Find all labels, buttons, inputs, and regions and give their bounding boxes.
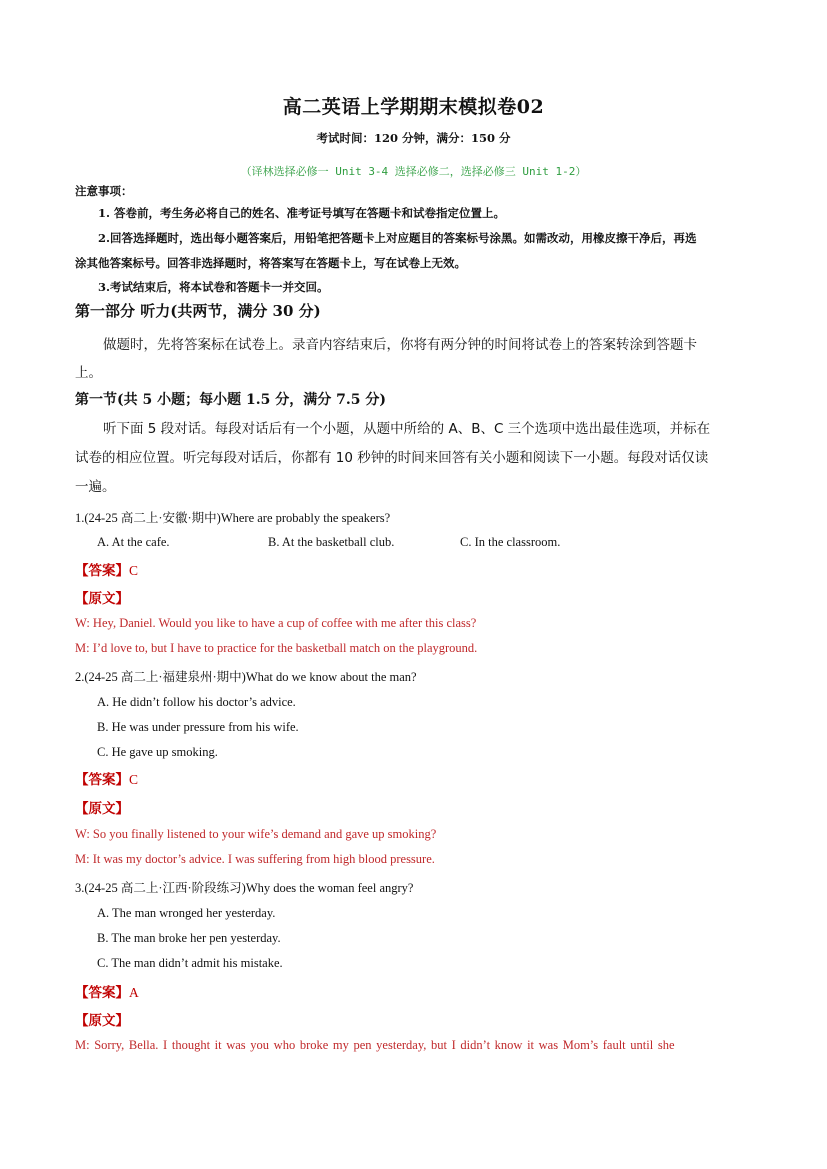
answer-line: [75, 559, 138, 579]
transcript-line: M: I’d love to, but I have to practice for the basketball match on the playground.: [75, 641, 478, 655]
option-c: C. In the classroom.: [460, 535, 561, 549]
transcript-label: 【原文】: [75, 1013, 129, 1029]
option-a: A. He didn’t follow his doctor’s advice.: [97, 695, 296, 709]
section-instructions: 试卷的相应位置。听完每段对话后，你都有 10 秒钟的时间来回答有关小题和阅读下一小题。每段对话仅读: [75, 450, 709, 466]
part-intro: 做题时，先将答案标在试卷上。录音内容结束后，你将有两分钟的时间将试卷上的答案转涂到答题卡: [103, 337, 697, 353]
section-instructions: 听下面 5 段对话。每段对话后有一个小题，从题中所给的 A、B、C 三个选项中选出最佳选项，并标在: [103, 421, 711, 437]
section-instructions: 一遍。: [75, 479, 116, 495]
exam-time-info: 考试时间：120 分钟，满分：150 分: [316, 131, 511, 145]
answer-value: C: [129, 772, 139, 787]
section-heading: 第一节(共 5 小题；每小题 1.5 分，满分 7.5 分): [75, 392, 386, 408]
option-b: B. He was under pressure from his wife.: [97, 720, 299, 734]
question-stem: 3.(24-25 高二上·江西·阶段练习)Why does the woman feel angry?: [75, 881, 414, 895]
note-item: 2.回答选择题时，选出每小题答案后，用铅笔把答题卡上对应题目的答案标号涂黑。如需改动，用橡皮擦干净后，再选: [98, 231, 697, 245]
part-heading: 第一部分 听力(共两节，满分 30 分): [75, 302, 321, 320]
answer-line: [75, 768, 138, 788]
question-stem: 1.(24-25 高二上·安徽·期中)Where are probably the speakers?: [75, 511, 391, 525]
transcript-line: W: So you finally listened to your wife’s demand and gave up smoking?: [75, 827, 437, 841]
note-item: 1. 答卷前，考生务必将自己的姓名、准考证号填写在答题卡和试卷指定位置上。: [98, 206, 506, 220]
note-item: 涂其他答案标号。回答非选择题时，将答案写在答题卡上，写在试卷上无效。: [75, 256, 466, 270]
answer-value: C: [129, 563, 139, 578]
exam-scope: （译林选择必修一 Unit 3-4 选择必修二，选择必修三 Unit 1-2）: [240, 165, 587, 178]
transcript-line: M: It was my doctor’s advice. I was suffering from high blood pressure.: [75, 852, 435, 866]
answer-label: 【答案】: [75, 985, 129, 1001]
option-c: C. He gave up smoking.: [97, 745, 218, 759]
question-stem: 2.(24-25 高二上·福建泉州·期中)What do we know about the man?: [75, 670, 417, 684]
option-b: B. At the basketball club.: [268, 535, 395, 549]
transcript-label: 【原文】: [75, 591, 129, 607]
option-a: A. The man wronged her yesterday.: [97, 906, 276, 920]
answer-value: A: [129, 985, 139, 1000]
answer-label: 【答案】: [75, 563, 129, 579]
transcript-line: M: Sorry, Bella. I thought it was you who broke my pen yesterday, but I didn’t know it was Mom’s fault until she: [75, 1038, 675, 1052]
notes-heading: 注意事项：: [75, 184, 133, 198]
option-b: B. The man broke her pen yesterday.: [97, 931, 281, 945]
part-intro: 上。: [75, 365, 102, 381]
option-c: C. The man didn’t admit his mistake.: [97, 956, 283, 970]
page-title: 高二英语上学期期末模拟卷02: [282, 96, 545, 118]
transcript-line: W: Hey, Daniel. Would you like to have a cup of coffee with me after this class?: [75, 616, 477, 630]
answer-label: 【答案】: [75, 772, 129, 788]
answer-line: [75, 981, 139, 1001]
transcript-label: 【原文】: [75, 801, 129, 817]
note-item: 3.考试结束后，将本试卷和答题卡一并交回。: [98, 280, 329, 294]
option-a: A. At the cafe.: [97, 535, 170, 549]
